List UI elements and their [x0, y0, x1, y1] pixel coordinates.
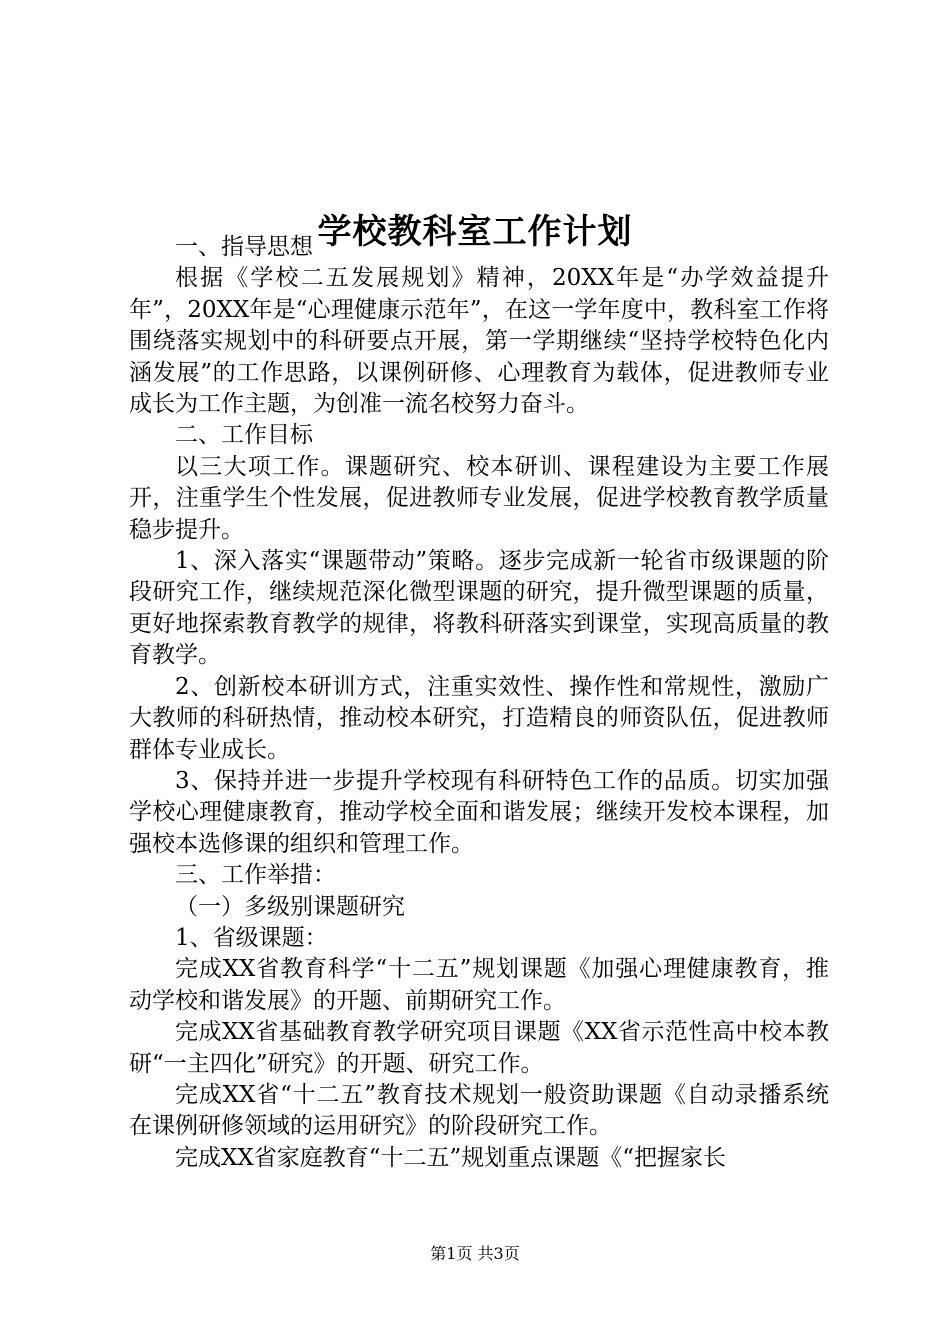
paragraph: 根据《学校二五发展规划》精神，20XX年是“办学效益提升年”，20XX年是“心理健康示范年”，在这一学年度中，教科室工作将围绕落实规划中的科研要点开展，第一学期继续“坚持学校特色化内涵发展”的工作思路，以课例研修、心理教育为载体，促进教师专业成长为工作主题，为创准一流名校努力奋斗。: [129, 265, 829, 418]
paragraph: 完成XX省基础教育教学研究项目课题《XX省示范性高中校本教研“一主四化”研究》的开题、研究工作。: [129, 1019, 829, 1077]
paragraph: 2、创新校本研训方式，注重实效性、操作性和常规性，激励广大教师的科研热情，推动校本研究，打造精良的师资队伍，促进教师群体专业成长。: [129, 673, 829, 763]
document-body: [129, 232, 829, 1174]
paragraph: 完成XX省教育科学“十二五”规划课题《加强心理健康教育，推动学校和谐发展》的开题、前期研究工作。: [129, 956, 829, 1014]
paragraph: 3、保持并进一步提升学校现有科研特色工作的品质。切实加强学校心理健康教育，推动学校全面和谐发展；继续开发校本课程，加强校本选修课的组织和管理工作。: [129, 767, 829, 857]
paragraph: 1、深入落实“课题带动”策略。逐步完成新一轮省市级课题的阶段研究工作，继续规范深化微型课题的研究，提升微型课题的质量，更好地探索教育教学的规律，将教科研落实到课堂，实现高质量的教育教学。: [129, 548, 829, 669]
paragraph: 完成XX省家庭教育“十二五”规划重点课题《“把握家长: [175, 1144, 727, 1171]
section-heading: 一、指导思想: [175, 234, 313, 260]
paragraph: 以三大项工作。课题研究、校本研训、课程建设为主要工作展开，注重学生个性发展，促进教师专业发展，促进学校教育教学质量稳步提升。: [129, 453, 829, 543]
page-footer: 第1页 共3页: [430, 1244, 520, 1263]
section-heading: 二、工作目标: [175, 422, 313, 449]
subsection-heading: （一）多级别课题研究: [175, 893, 405, 920]
section-heading: 三、工作举措：: [175, 862, 336, 889]
document-title: 学校教科室工作计划: [317, 211, 633, 252]
paragraph: 完成XX省“十二五”教育技术规划一般资助课题《自动录播系统在课例研修领域的运用研究》的阶段研究工作。: [129, 1081, 829, 1140]
subsection-heading: 1、省级课题：: [175, 924, 328, 951]
